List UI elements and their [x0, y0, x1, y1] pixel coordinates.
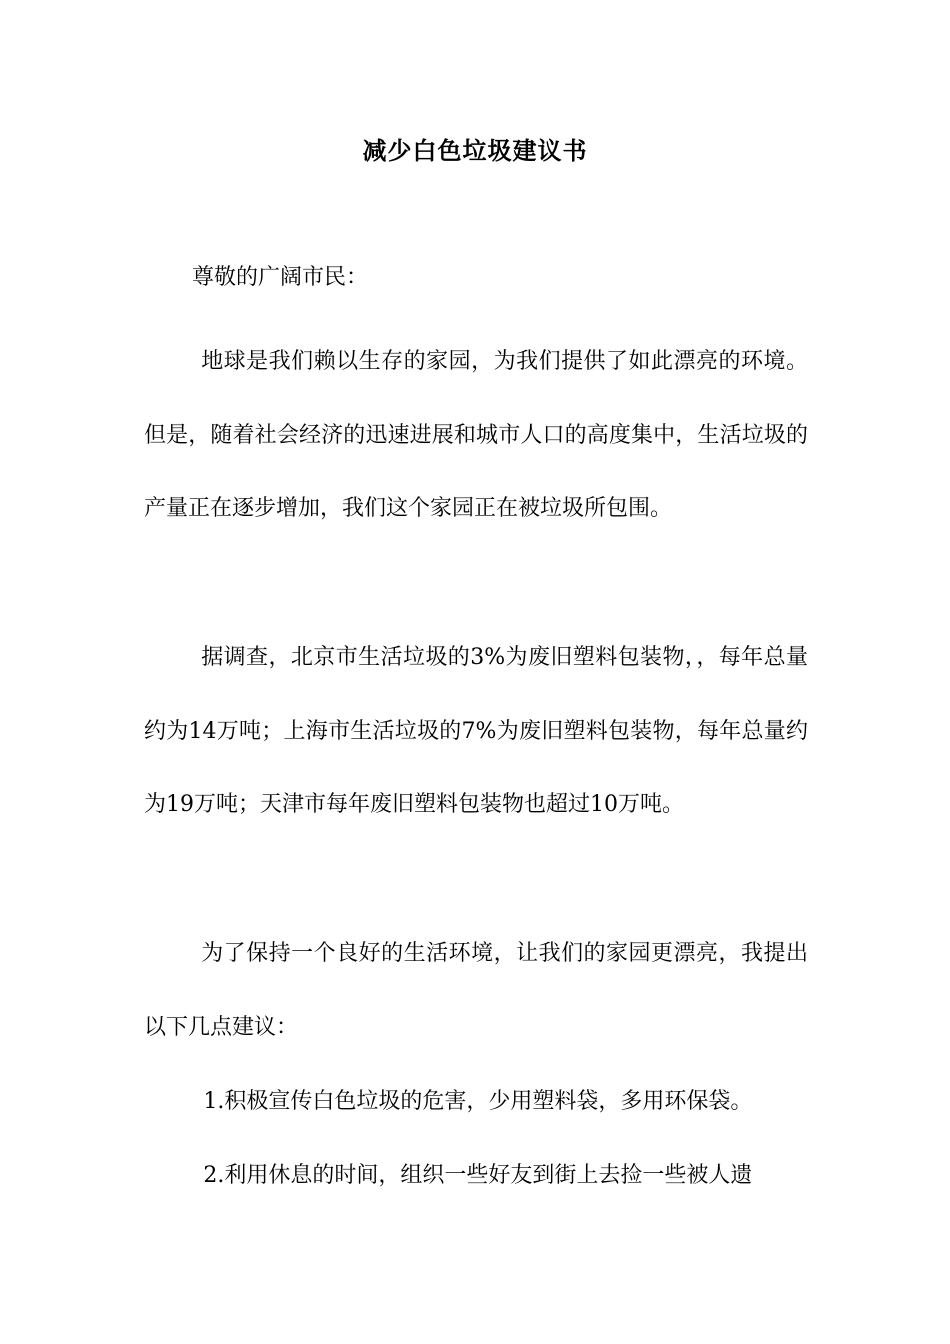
list-item: 1.积极宣传白色垃圾的危害，少用塑料袋，多用环保袋。: [203, 1089, 753, 1114]
paragraph-intro: [144, 325, 808, 546]
salutation: 尊敬的广阔市民：: [192, 265, 369, 290]
paragraph-proposal: [144, 917, 808, 1064]
list-item: 2.利用休息的时间，组织一些好友到街上去捡一些被人遗: [203, 1162, 753, 1188]
suggestion-list: [144, 1065, 808, 1212]
document-title: 减少白色垃圾建议书: [362, 137, 588, 165]
paragraph-text: 地球是我们赖以生存的家园，为我们提供了如此漂亮的环境。但是，随着社会经济的迅速进展和城市人口的高度集中，生活垃圾的产量正在逐步增加，我们这个家园正在被垃圾所包围。: [144, 349, 808, 521]
paragraph-text: 为了保持一个良好的生活环境，让我们的家园更漂亮，我提出以下几点建议：: [144, 941, 808, 1040]
paragraph-text: 据调查，北京市生活垃圾的3%为废旧塑料包装物，，每年总量约为14万吨；上海市生活垃圾的7%为废旧塑料包装物，每年总量约为19万吨；天津市每年废旧塑料包装物也超过10万吨。: [144, 645, 808, 817]
paragraph-survey: [144, 621, 808, 842]
